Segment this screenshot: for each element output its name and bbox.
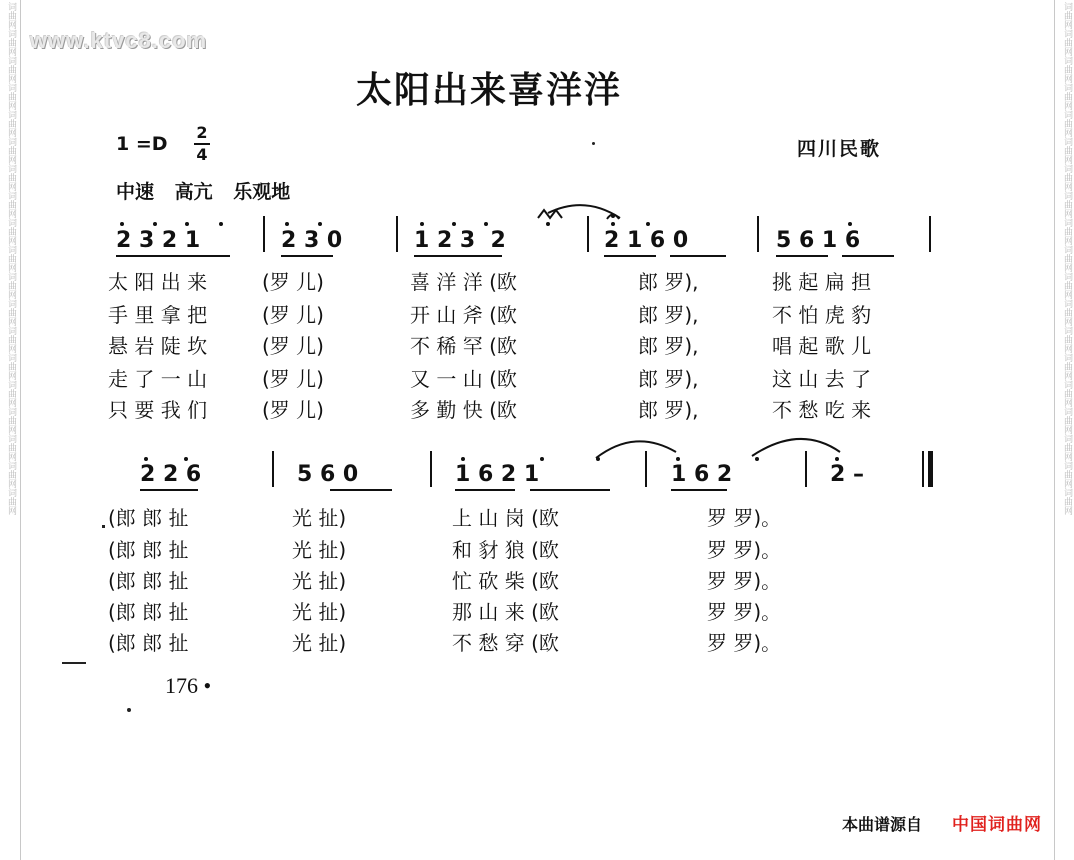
key-signature: 1 =D (116, 133, 168, 155)
measure-5-notes: 5 6 1 6 (776, 228, 861, 253)
lyric-text: (郎 郎 扯 (108, 631, 189, 655)
lyric-text: 光 扯) (292, 506, 347, 530)
slur-arc (596, 441, 676, 458)
lyric-text: 开 山 斧 (欧 (410, 303, 517, 327)
lyric-text: 忙 砍 柴 (欧 (452, 569, 559, 593)
lyric-text: 罗 罗)。 (707, 538, 782, 562)
lyric-text: 太 阳 出 来 (108, 270, 208, 294)
measure-8-notes: 1 6 2 1 (455, 462, 540, 487)
lyric-text: 走 了 一 山 (108, 367, 208, 391)
site-watermark: www.ktvc8.com (30, 28, 208, 53)
lyric-text: 郎 罗), (638, 398, 699, 422)
measure-4-notes: 2 1 6 0 (604, 228, 689, 253)
lyric-text: 罗 罗)。 (707, 569, 782, 593)
time-signature-bottom: 4 (196, 145, 208, 164)
lyric-text: (罗 儿) (262, 367, 324, 391)
stray-dot (127, 708, 131, 712)
lyric-text: (罗 儿) (262, 334, 324, 358)
stray-mark (62, 662, 86, 664)
lyric-text: 罗 罗)。 (707, 506, 782, 530)
time-signature-top: 2 (196, 123, 208, 142)
lyric-text: (罗 儿) (262, 398, 324, 422)
page-number: 176 • (165, 673, 212, 698)
lyric-text: 挑 起 扁 担 (772, 270, 872, 294)
lyric-text: 上 山 岗 (欧 (452, 506, 559, 530)
lyric-text: 只 要 我 们 (108, 398, 208, 422)
lyric-text: 不 稀 罕 (欧 (410, 334, 517, 358)
lyric-text: (郎 郎 扯 (108, 569, 189, 593)
source-label: 本曲谱源自 (842, 815, 923, 834)
tempo-marking: 中速 高亢 乐观地 (116, 181, 291, 203)
song-title: 太阳出来喜洋洋 (356, 70, 623, 111)
lyric-text: 郎 罗), (638, 367, 699, 391)
lyric-text: 光 扯) (292, 631, 347, 655)
lyric-text: (郎 郎 扯 (108, 506, 189, 530)
lyric-text: 郎 罗), (638, 303, 699, 327)
lyric-text: 悬 岩 陡 坎 (108, 334, 208, 358)
watermark-side-text: 词曲网词曲网词曲网词曲网词曲网词曲网词曲网词曲网词曲网词曲网词曲网词曲网词曲网词曲网词曲网词曲网词曲网词曲网词曲网 (1062, 2, 1072, 515)
measure-10-notes: 2 – (830, 462, 864, 487)
lyric-text: 手 里 拿 把 (108, 303, 208, 327)
measure-1-notes: 2 3 2 1 (116, 228, 201, 253)
lyric-text: 光 扯) (292, 600, 347, 624)
song-origin: 四川民歌 (797, 138, 882, 160)
measure-3-notes: 1 2 3 2 (414, 228, 506, 253)
lyric-text: 喜 洋 洋 (欧 (410, 270, 517, 294)
watermark-side-text: 词曲网词曲网词曲网词曲网词曲网词曲网词曲网词曲网词曲网词曲网词曲网词曲网词曲网词曲网词曲网词曲网词曲网词曲网词曲网 (6, 2, 16, 515)
lyric-text: (罗 儿) (262, 270, 324, 294)
lyric-text: 光 扯) (292, 538, 347, 562)
lyric-text: 那 山 来 (欧 (452, 600, 559, 624)
slur-arc (752, 439, 840, 456)
lyric-text: (郎 郎 扯 (108, 538, 189, 562)
measure-6-notes: 2 2 6 (140, 462, 202, 487)
measure-7-notes: 5 6 0 (297, 462, 359, 487)
lyric-text: 罗 罗)。 (707, 631, 782, 655)
lyric-text: (郎 郎 扯 (108, 600, 189, 624)
source-site-link[interactable]: 中国词曲网 (952, 815, 1042, 835)
lyric-text: 罗 罗)。 (707, 600, 782, 624)
fermata-dot (611, 214, 615, 218)
lyric-text: 光 扯) (292, 569, 347, 593)
lyric-text: 多 勤 快 (欧 (410, 398, 517, 422)
lyric-text: 唱 起 歌 儿 (772, 334, 872, 358)
lyric-text: 不 愁 穿 (欧 (452, 631, 559, 655)
lyric-text: 郎 罗), (638, 270, 699, 294)
lyric-text: 郎 罗), (638, 334, 699, 358)
lyric-text: (罗 儿) (262, 303, 324, 327)
measure-2-notes: 2 3 0 (281, 228, 343, 253)
lyric-text: 不 愁 吃 来 (772, 398, 872, 422)
lyric-text: 这 山 去 了 (772, 367, 872, 391)
lyric-text: 又 一 山 (欧 (410, 367, 517, 391)
measure-9-notes: 1 6 2 (671, 462, 733, 487)
stray-dot (102, 525, 105, 528)
lyric-text: 不 怕 虎 豹 (772, 303, 872, 327)
lyric-text: 和 豺 狼 (欧 (452, 538, 559, 562)
